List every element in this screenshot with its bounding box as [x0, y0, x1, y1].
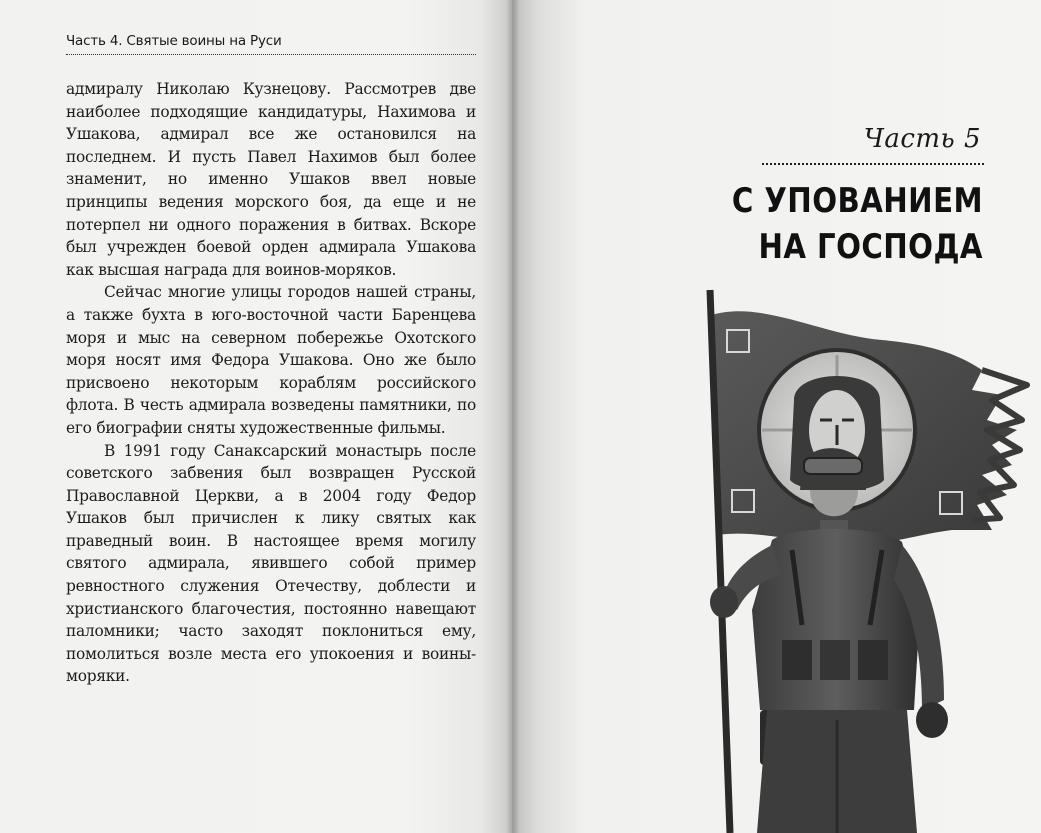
- left-page: [0, 0, 512, 833]
- page-gutter-shadow: [506, 0, 520, 833]
- soldier-armor: [752, 529, 920, 710]
- paragraph-1: адмиралу Николаю Кузнецову. Рассмотрев две наиболее подходящие кандидатуры, Нахимова и Ушакова, адмирал все же остановился на последнем. И пусть Павел Нахимов был более знаменит, но именно Ушаков ввел новые принципы ведения морского боя, да еще и не потерпел ни одного поражения в битвах. Вскоре был учрежден боевой орден адмирала Ушакова как высшая награда для воинов-моряков.: [66, 80, 476, 279]
- soldier-right-hand: [916, 702, 948, 738]
- paragraph-3: В 1991 году Санаксарский монастырь после советского забвения был возвращен Русской Православной Церкви, а в 2004 году Федор Ушаков был причислен к лику святых как праведный воин. В настоящее время могилу святого адмирала, явившего собой пример ревностного служения Отечеству, доблести и христианского благочестия, постоянно навещают паломники; часто заходят поклониться ему, помолиться возле места его упокоения и воины-моряки.: [66, 441, 476, 686]
- part-label: Часть 5: [863, 124, 981, 154]
- title-divider: [762, 163, 984, 165]
- right-page: [512, 0, 1041, 833]
- soldier-goggles: [804, 458, 862, 474]
- soldier-left-hand: [710, 586, 738, 618]
- running-head: Часть 4. Святые воины на Руси: [66, 33, 282, 49]
- soldier-with-banner-illustration: [682, 280, 1032, 833]
- chapter-title: [725, 178, 983, 270]
- body-text: [66, 78, 476, 688]
- header-divider: [66, 54, 476, 55]
- chapter-title-line-1: С УПОВАНИЕМ: [731, 181, 983, 221]
- chapter-title-line-2: НА ГОСПОДА: [758, 227, 983, 267]
- paragraph-2: Сейчас многие улицы городов нашей страны, а также бухта в юго-восточной части Баренцева моря и мыс на северном побережье Охотского моря носят имя Федора Ушакова. Оно же было присвоено некоторым кораблям российского флота. В честь адмирала возведены памятники, по его биографии сняты художественные фильмы.: [66, 283, 476, 437]
